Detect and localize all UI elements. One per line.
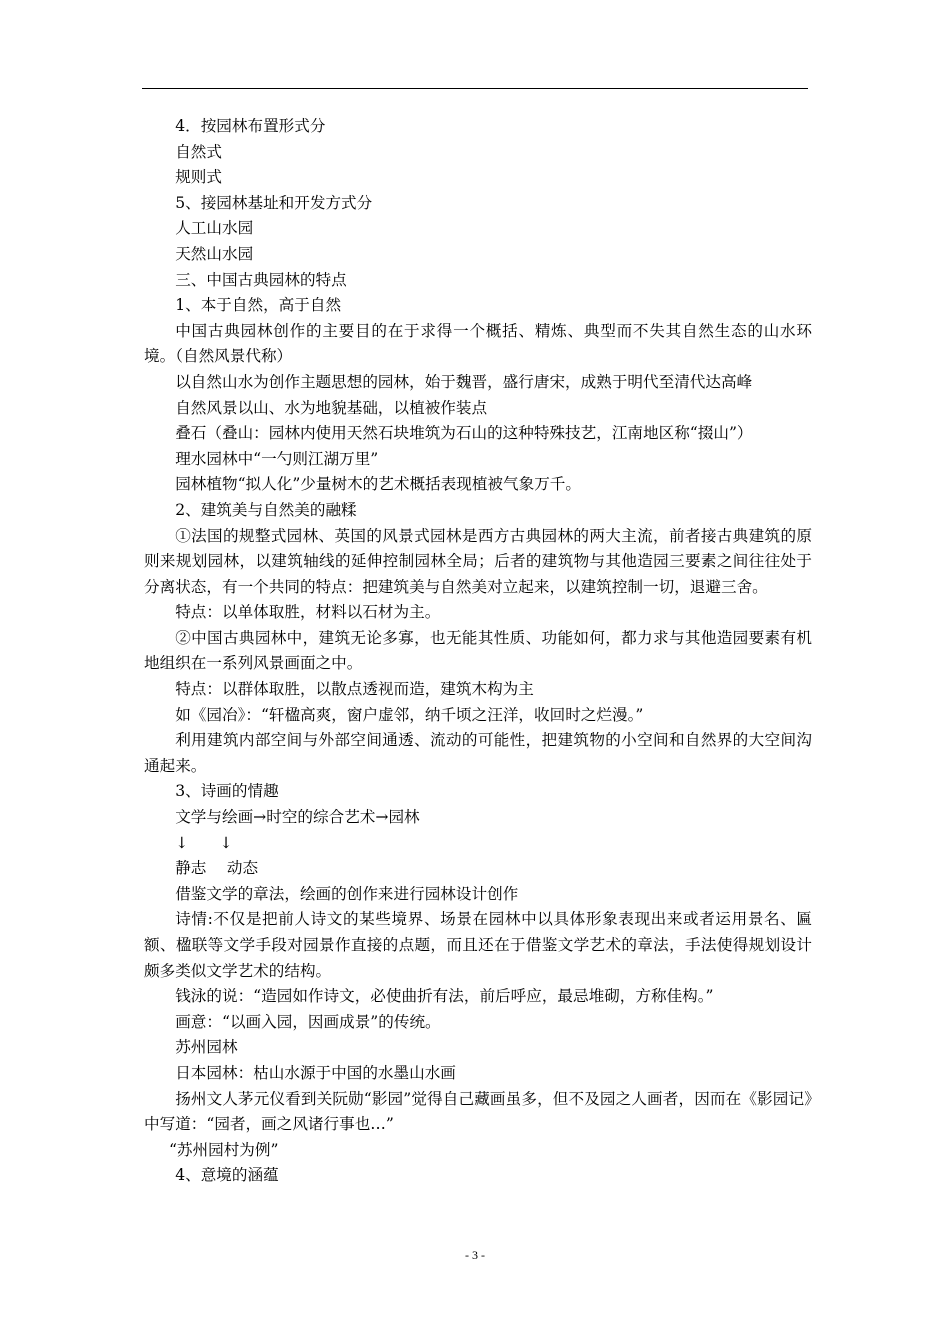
header-rule bbox=[142, 88, 808, 89]
body-paragraph: 诗情:不仅是把前人诗文的某些境界、场景在园林中以具体形象表现出来或者运用景名、匾额、楹联等文学手段对园景作直接的点题，而且还在于借鉴文学艺术的章法，手法使得规划设计颇多类似文学艺术的结构。 bbox=[144, 910, 812, 980]
body-paragraph: ②中国古典园林中，建筑无论多寡，也无能其性质、功能如何，都力求与其他造园要素有机地组织在一系列风景画面之中。 bbox=[144, 628, 812, 673]
list-item: 人工山水园 bbox=[175, 219, 254, 238]
body-paragraph: 苏州园林 bbox=[175, 1038, 238, 1057]
body-paragraph: 特点：以群体取胜，以散点透视而造，建筑木构为主 bbox=[175, 680, 534, 699]
body-paragraph: 理水园林中“一勺则江湖万里” bbox=[175, 449, 379, 468]
subsection-heading: 2、建筑美与自然美的融糅 bbox=[175, 500, 357, 519]
body-paragraph: 园林植物“拟人化”少量树木的艺术概括表现植被气象万千。 bbox=[175, 475, 581, 494]
body-paragraph: 如《园冶》：“轩楹高爽，窗户虚邻，纳千顷之汪洋，收回时之烂漫。” bbox=[175, 705, 644, 724]
body-paragraph: 借鉴文学的章法，绘画的创作来进行园林设计创作 bbox=[175, 884, 519, 903]
heading-site-classification: 5、接园林基址和开发方式分 bbox=[175, 193, 373, 212]
subsection-heading: 4、意境的涵蕴 bbox=[175, 1166, 279, 1185]
body-paragraph: 中国古典园林创作的主要目的在于求得一个概括、精炼、典型而不失其自然生态的山水环境。（自然风景代称） bbox=[144, 321, 812, 366]
body-paragraph: 日本园林：枯山水源于中国的水墨山水画 bbox=[175, 1063, 456, 1082]
body-paragraph: ①法国的规整式园林、英国的风景式园林是西方古典园林的两大主流，前者接古典建筑的原则来规划园林，以建筑轴线的延伸控制园林全局；后者的建筑物与其他造园三要素之间往往处于分离状态，有一个共同的特点：把建筑美与自然美对立起来，以建筑控制一切，退避三舍。 bbox=[144, 526, 812, 596]
body-paragraph: “苏州园村为例” bbox=[168, 1140, 279, 1159]
body-paragraph: 自然风景以山、水为地貌基础，以植被作装点 bbox=[175, 398, 488, 417]
flow-line: 文学与绘画→时空的综合艺术→园林 bbox=[175, 808, 420, 827]
section-heading: 三、中国古典园林的特点 bbox=[175, 270, 347, 289]
list-item: 规则式 bbox=[175, 168, 222, 187]
arrow-line: ↓ ↓ bbox=[175, 833, 233, 852]
subsection-heading: 1、本于自然，高于自然 bbox=[175, 296, 342, 315]
body-paragraph: 叠石（叠山：园林内使用天然石块堆筑为石山的这种特殊技艺，江南地区称“掇山”） bbox=[175, 424, 753, 443]
subsection-heading: 3、诗画的情趣 bbox=[175, 782, 279, 801]
body-paragraph: 以自然山水为创作主题思想的园林，始于魏晋，盛行唐宋，成熟于明代至清代达高峰 bbox=[175, 372, 753, 391]
body-paragraph: 特点：以单体取胜，材料以石材为主。 bbox=[175, 603, 441, 622]
document-body bbox=[144, 114, 812, 1189]
flow-labels: 静志 动态 bbox=[175, 859, 259, 878]
body-paragraph: 利用建筑内部空间与外部空间通透、流动的可能性，把建筑物的小空间和自然界的大空间沟通起来。 bbox=[144, 731, 812, 775]
body-paragraph: 扬州文人茅元仪看到关阮勋“影园”觉得自己藏画虽多，但不及园之人画者，因而在《影园记》中写道：“园者，画之风诸行事也…” bbox=[144, 1089, 812, 1134]
page-number: - 3 - bbox=[465, 1248, 485, 1262]
body-paragraph: 钱泳的说：“造园如作诗文，必使曲折有法，前后呼应，最忌堆砌，方称佳构。” bbox=[175, 987, 714, 1006]
body-paragraph: 画意：“以画入园，因画成景”的传统。 bbox=[175, 1012, 441, 1031]
list-item: 天然山水园 bbox=[175, 244, 254, 263]
heading-layout-classification: 4．按园林布置形式分 bbox=[175, 117, 326, 135]
list-item: 自然式 bbox=[175, 142, 222, 161]
